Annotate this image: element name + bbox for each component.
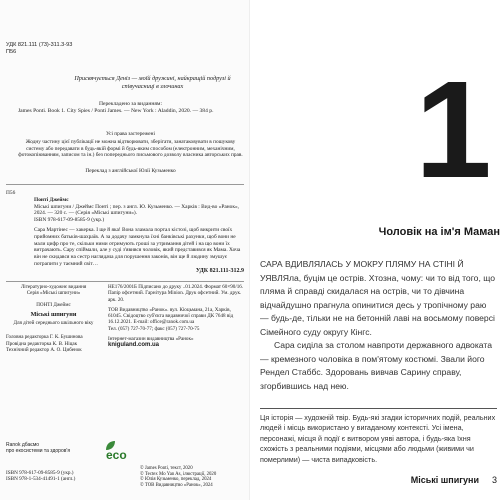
page-number: 3 xyxy=(491,475,497,485)
eco-note: Ranok дбаємо про екосистеми та здоров'я xyxy=(6,442,71,454)
rights-notice: Усі права застережені Жодну частину цієї публікації не можна відтворювати, зберігати, занатаковувати в пошукову систему або передавати в будь-якій формі й будь-яким способом (електронним, механічним, фотокопіюванням, записом та ін.) без попереднього письмового дозволу власника авторських прав. xyxy=(18,131,243,159)
publisher-site: kniguland.com.ua xyxy=(108,342,160,349)
dedication: Присвячується Деніз — моїй дружині, найкращій подрузі й співучасниці в злочинах xyxy=(74,75,231,90)
catalog-entry: П56 Понті Джеймс Міські шпигуни / Джеймс Понті ; пер. з англ. Ю. Кузьменко. — Харків : Вид-во «Ранок», 2024. — 320 с. — (Серія «Міські шпигуни»). ISBN 978-617-09-8585-9 (укр.) Сара Мартінес — хакерка. І ще й яка! Вона зламала портал кістозі, щоб викрити своїх прийомних батьків-шахраїв. А за додачу замкнула їхні банківські рахунки, щоб вони не мали цифр про те, скільки ними отримують гроші за утримання дітей і на що вони їх витрачають. Сару спіймали, але у суді з'явився чоловік, який представився як Мама. Хоча він не скидався на сестр наглядача для порушення законів, він ще й людину змушує потрапити у таємний світ… УДК 821.111-312.9 xyxy=(6,190,244,274)
original-edition: Перекладено за виданням: James Ponti. Book 1. City Spies / Ponti James. — New York : Aladdin, 2020. — 384 p. xyxy=(18,101,214,114)
translator-credit: Переклад з англійської Юлії Кузьменко xyxy=(85,168,176,174)
fiction-disclaimer: Ця історія — художній твір. Будь-які згадки історичних подій, реальних людей і місць використано у вигаданому контексті. Усі імена, персонажі, місця й події є витвором уяві автора, і будь-яка їхня схожість з реальними подіями, місцями або людьми (живими чи померлими) — чиста випадковість. xyxy=(260,408,497,465)
paragraph: САРА ВДИВЛЯЛАСЬ У МОКРУ ПЛЯМУ НА СТІНІ Й УЯВЛЯла, буцім це острів. Хтозна, чому: чи то від того, що пляма й справді скидалася на острів, чи то дівчина відчайдушно прагнула опинитися десь у тропічному раю — будь-де, тільки не на бетонній лаві на восьмому поверсі Сімейного суду округу Кінгс. xyxy=(260,259,495,337)
imprint-left: Літературно-художнє видання Серія «Міські шпигуни» ПОНТІ Джеймс Міські шпигуни Для дітей середнього шкільного віку Головна редакторка Г. К. Бушинова Провідна редакторка К. В. Ніцак Технічний редактор А. О. Цибенок xyxy=(6,284,94,354)
right-page xyxy=(250,0,500,500)
divider xyxy=(6,281,244,282)
udk-code: УДК 821.111 (73)-311.3-93 П56 xyxy=(6,42,73,55)
imprint-right: НЕ176/2001Б Підписано до друку ..01.2024. Формат 60×90/16. Папір офсетний. Гарнітура Minion. Друк офсетний. Ум. друк. арк. 20. ТОВ Видавництво «Ранок». вул. Кіоцьмана, 21а, Харків, 61045. Свідоцтво суб'єкта видавничої справи ДК 7648 від 16.12.2021. E-mail: office@ranok.com.ua Тел. (057) 727-70-77; факс (057) 727-70-75 Інтернет-магазин видавництва «Ранок» kniguland.com.ua xyxy=(108,284,244,349)
divider xyxy=(6,184,244,185)
chapter-number: 1 xyxy=(415,53,488,207)
chapter-title: Чоловік на ім'я Маман xyxy=(378,226,500,238)
eco-leaf-icon: eco xyxy=(104,440,132,462)
copyright-lines: © James Ponti, текст, 2020 © Тесtex Mo Yan As, ілюстрації, 2020 © Юлія Кузьменко, переклад, 2024 © ТОВ Видавництво «Ранок», 2024 xyxy=(140,466,217,488)
footer-series-title: Міські шпигуни xyxy=(410,475,479,485)
isbn-list: ISBN 978-617-09-8585-9 (укр.) ISBN 978-1-534-41491-1 (англ.) xyxy=(6,470,76,483)
chapter-body xyxy=(260,258,497,393)
paragraph: Сара сиділа за столом навпроти державного адвоката — кремезного чоловіка в пом'ятому костюмі. Звали його Рендел Стаббс. Здоровань вивчав Сарину справу, згорбившись над нею. xyxy=(260,340,492,391)
